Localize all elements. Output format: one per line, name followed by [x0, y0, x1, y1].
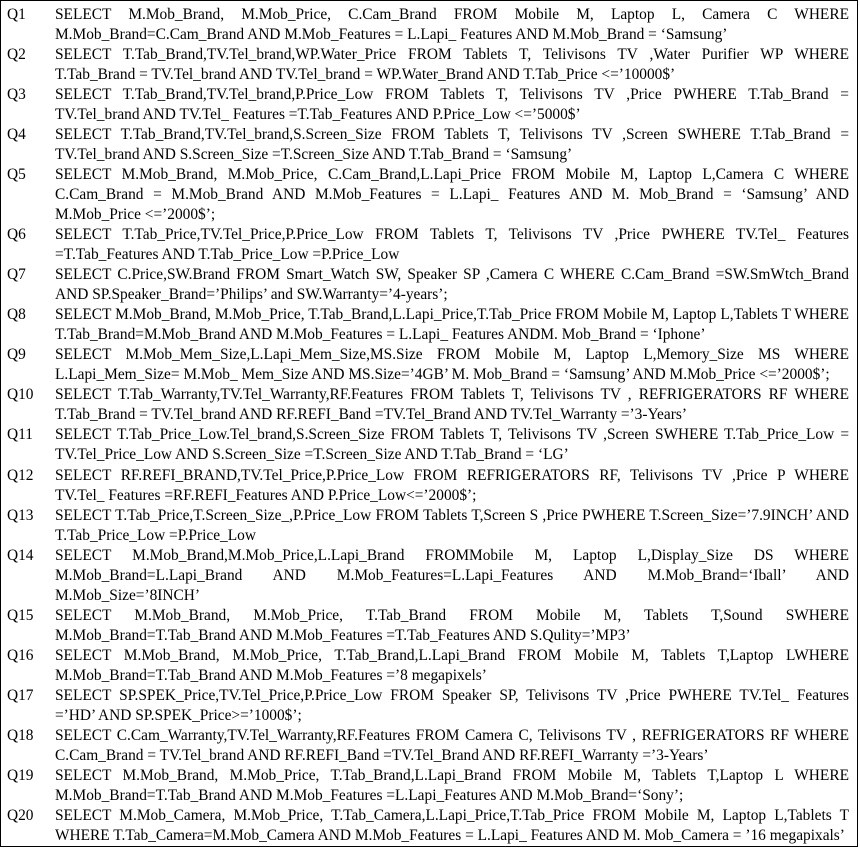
query-id: Q18 [7, 726, 34, 744]
query-sql-text: SELECT T.Tab_Brand,TV.Tel_brand,WP.Water_Price FROM Tablets T, Telivisons TV ,Water Purifier WP WHERE T.Tab_Brand = TV.Tel_brand AND TV.Tel_brand = WP.Water_Brand AND T.Tab_Price <=’10000$’ [55, 46, 849, 84]
query-sql-text: SELECT M.Mob_Brand, M.Mob_Price, T.Tab_Brand,L.Lapi_Brand FROM Mobile M, Tablets T,Laptop L WHERE M.Mob_Brand=T.Tab_Brand AND M.Mob_Features =L.Lapi_Features AND M.Mob_Brand=‘Sony’; [55, 766, 849, 804]
query-id: Q7 [7, 266, 26, 284]
query-row [1, 466, 858, 506]
query-sql-text: SELECT M.Mob_Brand, M.Mob_Price, C.Cam_Brand,L.Lapi_Price FROM Mobile M, Laptop L,Camera C WHERE C.Cam_Brand = M.Mob_Brand AND M.Mob_Features = L.Lapi_ Features AND M. Mob_Brand = ‘Samsung’ AND M.Mob_Price <=’2000$’; [55, 166, 849, 224]
query-sql-text: SELECT T.Tab_Price_Low.Tel_brand,S.Screen_Size FROM Tablets T, Telivisons TV ,Screen SWHERE T.Tab_Price_Low = TV.Tel_Price_Low AND S.Screen_Size =T.Screen_Size AND T.Tab_Brand = ‘LG’ [55, 426, 849, 464]
query-id: Q15 [7, 606, 34, 624]
query-sql-text: SELECT T.Tab_Price,T.Screen_Size_,P.Price_Low FROM Tablets T,Screen S ,Price PWHERE T.Screen_Size=’7.9INCH’ AND T.Tab_Price_Low =P.Price_Low [55, 506, 849, 544]
query-sql-text: SELECT T.Tab_Price,TV.Tel_Price,P.Price_Low FROM Tablets T, Telivisons TV ,Price PWHERE TV.Tel_ Features =T.Tab_Features AND T.Tab_Price_Low =P.Price_Low [55, 226, 849, 264]
query-row [1, 1, 858, 46]
query-sql-text: SELECT T.Tab_Brand,TV.Tel_brand,S.Screen_Size FROM Tablets T, Telivisons TV ,Screen SWHERE T.Tab_Brand = TV.Tel_brand AND S.Screen_Size =T.Screen_Size AND T.Tab_Brand = ‘Samsung’ [55, 126, 849, 164]
query-id: Q4 [7, 126, 26, 144]
query-row [1, 766, 858, 806]
query-row [1, 806, 858, 847]
query-row [1, 726, 858, 766]
query-row [1, 606, 858, 646]
query-row [1, 506, 858, 546]
query-sql-text: SELECT RF.REFI_BRAND,TV.Tel_Price,P.Price_Low FROM REFRIGERATORS RF, Telivisons TV ,Price P WHERE TV.Tel_ Features =RF.REFI_Features AND P.Price_Low<=’2000$’; [55, 466, 849, 504]
query-sql-text: SELECT C.Price,SW.Brand FROM Smart_Watch SW, Speaker SP ,Camera C WHERE C.Cam_Brand =SW.SmWtch_Brand AND SP.Speaker_Brand=’Philips’ and SW.Warranty=’4-years’; [55, 266, 849, 304]
query-sql-text: SELECT M.Mob_Brand, M.Mob_Price, C.Cam_Brand FROM Mobile M, Laptop L, Camera C WHERE M.Mob_Brand=C.Cam_Brand AND M.Mob_Features = L.Lapi_ Features AND M.Mob_Brand = ‘Samsung’ [55, 6, 849, 43]
query-row [1, 225, 858, 265]
query-sql-text: SELECT M.Mob_Camera, M.Mob_Price, T.Tab_Camera,L.Lapi_Price,T.Tab_Price FROM Mobile M, Laptop L,Tablets T WHERE T.Tab_Camera=M.Mob_Camera AND M.Mob_Features = L.Lapi_ Features AND M. Mob_Camera = ’16 megapixals’ [55, 806, 849, 844]
query-row [1, 305, 858, 345]
query-sql-text: SELECT M.Mob_Brand, M.Mob_Price, T.Tab_Brand,L.Lapi_Price,T.Tab_Price FROM Mobile M, Laptop L,Tablets T WHERE T.Tab_Brand=M.Mob_Brand AND M.Mob_Features = L.Lapi_ Features ANDM. Mob_Brand = ‘Iphone’ [55, 306, 849, 344]
query-id: Q2 [7, 46, 26, 64]
query-id: Q9 [7, 346, 26, 364]
query-sql-text: SELECT T.Tab_Brand,TV.Tel_brand,P.Price_Low FROM Tablets T, Telivisons TV ,Price PWHERE T.Tab_Brand = TV.Tel_brand AND TV.Tel_ Features =T.Tab_Features AND P.Price_Low <=’5000$’ [55, 86, 849, 124]
query-id: Q8 [7, 306, 26, 324]
query-id: Q11 [7, 426, 33, 444]
query-row [1, 546, 858, 606]
query-id: Q16 [7, 646, 34, 664]
query-row [1, 165, 858, 225]
query-id: Q19 [7, 766, 34, 784]
query-sql-text: SELECT M.Mob_Brand,M.Mob_Price,L.Lapi_Brand FROMMobile M, Laptop L,Display_Size DS WHERE M.Mob_Brand=L.Lapi_Brand AND M.Mob_Features=L.Lapi_Features AND M.Mob_Brand=‘Iball’ AND M.Mob_Size=’8INCH’ [55, 546, 849, 604]
query-sql-text: SELECT T.Tab_Warranty,TV.Tel_Warranty,RF.Features FROM Tablets T, Telivisons TV , REFRIGERATORS RF WHERE T.Tab_Brand = TV.Tel_brand AND RF.REFI_Band =TV.Tel_Brand AND TV.Tel_Warranty =’3-Years’ [55, 386, 849, 424]
query-id: Q12 [7, 466, 34, 484]
query-sql-text: SELECT M.Mob_Brand, M.Mob_Price, T.Tab_Brand,L.Lapi_Brand FROM Mobile M, Tablets T,Laptop LWHERE M.Mob_Brand=T.Tab_Brand AND M.Mob_Features =’8 megapixels’ [55, 646, 849, 684]
query-row [1, 385, 858, 425]
query-id: Q6 [7, 226, 26, 244]
query-row [1, 686, 858, 726]
query-id: Q13 [7, 506, 34, 524]
query-id: Q20 [7, 806, 34, 824]
query-row [1, 125, 858, 165]
query-sql-text: SELECT SP.SPEK_Price,TV.Tel_Price,P.Price_Low FROM Speaker SP, Telivisons TV ,Price PWHERE TV.Tel_ Features =’HD’ AND SP.SPEK_Price>=’1000$’; [55, 686, 849, 724]
query-row [1, 265, 858, 305]
query-row [1, 646, 858, 686]
query-sql-text: SELECT M.Mob_Brand, M.Mob_Price, T.Tab_Brand FROM Mobile M, Tablets T,Sound SWHERE M.Mob_Brand=T.Tab_Brand AND M.Mob_Features =T.Tab_Features AND S.Qulity=’MP3’ [55, 606, 849, 644]
query-id: Q1 [7, 6, 26, 23]
query-id: Q17 [7, 686, 34, 704]
query-id: Q3 [7, 86, 26, 104]
query-row [1, 345, 858, 385]
query-sql-text: SELECT M.Mob_Mem_Size,L.Lapi_Mem_Size,MS.Size FROM Mobile M, Laptop L,Memory_Size MS WHERE L.Lapi_Mem_Size= M.Mob_ Mem_Size AND MS.Size=’4GB’ M. Mob_Brand = ‘Samsung’ AND M.Mob_Price <=’2000$’; [55, 346, 849, 384]
query-id: Q14 [7, 546, 34, 564]
query-sql-text: SELECT C.Cam_Warranty,TV.Tel_Warranty,RF.Features FROM Camera C, Telivisons TV , REFRIGERATORS RF WHERE C.Cam_Brand = TV.Tel_brand AND RF.REFI_Band =TV.Tel_Brand AND RF.REFI_Warranty =’3-Years’ [55, 726, 849, 764]
query-table-body [1, 1, 858, 847]
query-row [1, 85, 858, 125]
query-row [1, 45, 858, 85]
query-id: Q5 [7, 166, 26, 184]
query-id: Q10 [7, 386, 34, 404]
query-row [1, 425, 858, 465]
